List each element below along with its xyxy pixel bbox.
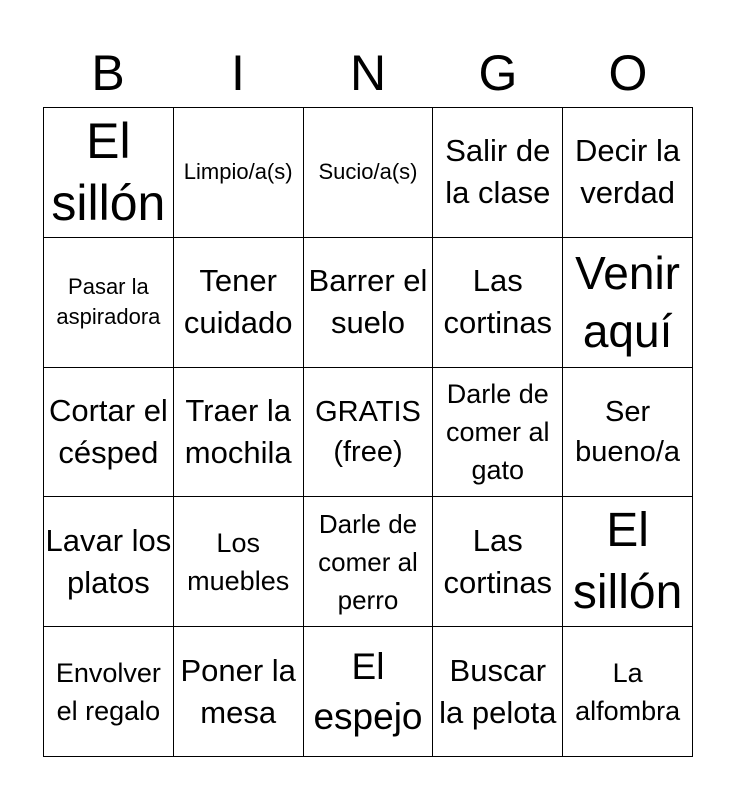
cell-text: Buscar la pelota [439, 652, 557, 730]
bingo-cell [44, 108, 174, 238]
cell-text: Tener cuidado [183, 263, 293, 341]
bingo-board [43, 107, 693, 757]
cell-text: El sillón [572, 503, 683, 619]
bingo-cell [44, 238, 174, 368]
bingo-cell [174, 238, 304, 368]
bingo-cell [174, 108, 304, 238]
cell-text: Ser bueno/a [575, 395, 680, 468]
cell-text: Salir de la clase [445, 133, 551, 211]
cell-text: El sillón [51, 113, 166, 232]
bingo-cell [174, 368, 304, 498]
bingo-cell [433, 108, 563, 238]
bingo-cell [433, 238, 563, 368]
cell-text: Las cortinas [443, 522, 553, 600]
header-letter-b: B [91, 45, 125, 101]
bingo-cell [304, 627, 434, 757]
cell-text: Traer la mochila [184, 392, 292, 470]
bingo-cell [304, 368, 434, 498]
bingo-cell [304, 108, 434, 238]
cell-text: Envolver el regalo [55, 657, 161, 726]
bingo-cell [563, 368, 693, 498]
cell-text: Cortar el césped [48, 392, 168, 470]
bingo-cell [433, 627, 563, 757]
cell-text: Darle de comer al gato [446, 378, 550, 485]
cell-text: Las cortinas [443, 263, 553, 341]
bingo-cell [433, 368, 563, 498]
bingo-cell [174, 627, 304, 757]
cell-text: Limpio/a(s) [183, 159, 293, 185]
bingo-cell [563, 108, 693, 238]
header-letter-g: G [478, 45, 518, 101]
bingo-cell [44, 627, 174, 757]
bingo-cell [44, 368, 174, 498]
cell-text: Decir la verdad [575, 133, 681, 211]
cell-text: GRATIS (free) [315, 395, 421, 468]
cell-text: Lavar los platos [45, 522, 172, 600]
cell-text: La alfombra [575, 657, 681, 726]
cell-text: Pasar la aspiradora [56, 274, 161, 330]
bingo-header [43, 40, 693, 106]
header-letter-i: I [231, 45, 245, 101]
bingo-cell [563, 627, 693, 757]
cell-text: Darle de comer al perro [318, 508, 418, 615]
bingo-cell [433, 497, 563, 627]
bingo-cell [44, 497, 174, 627]
bingo-cell [563, 497, 693, 627]
cell-text: Los muebles [187, 527, 290, 596]
cell-text: Poner la mesa [180, 652, 296, 730]
bingo-cell [304, 497, 434, 627]
header-letter-n: N [349, 45, 387, 101]
cell-text: El espejo [313, 645, 423, 737]
header-letter-o: O [608, 45, 648, 101]
bingo-cell [174, 497, 304, 627]
bingo-cell [563, 238, 693, 368]
cell-text: Sucio/a(s) [318, 159, 418, 185]
cell-text: Barrer el suelo [308, 263, 428, 341]
cell-text: Venir aquí [575, 247, 681, 358]
bingo-cell [304, 238, 434, 368]
